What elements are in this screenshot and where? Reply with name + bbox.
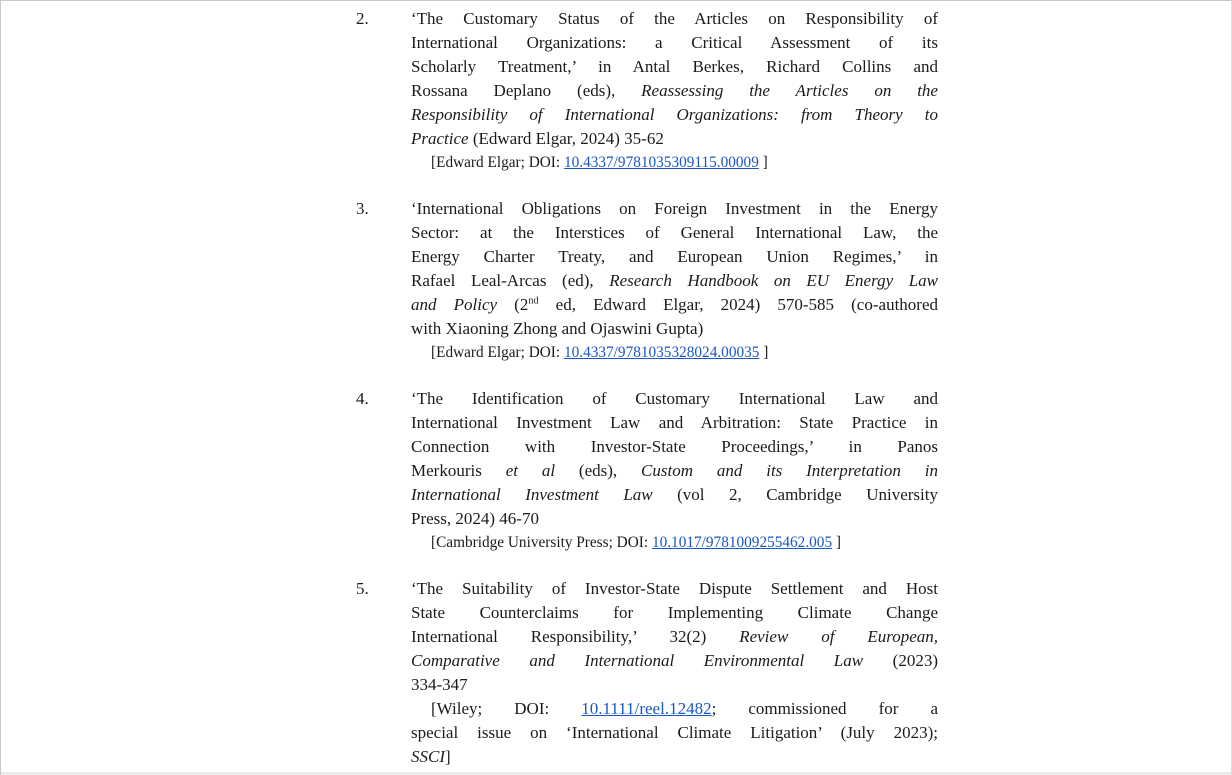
text-segment: and Policy	[411, 295, 498, 314]
text-line	[411, 697, 938, 721]
text-segment: (eds),	[555, 461, 642, 480]
text-line	[411, 151, 938, 175]
text-segment: ]	[832, 534, 842, 551]
text-segment: Energy Charter Treaty, and European Union Regimes,’ in	[411, 247, 938, 266]
text-segment: [Edward Elgar; DOI:	[431, 154, 564, 171]
text-segment: Custom and its Interpretation in	[641, 461, 938, 480]
text-segment: (vol 2, Cambridge University	[652, 485, 938, 504]
text-line	[411, 293, 938, 317]
text-line	[411, 79, 938, 103]
doi-link[interactable]: 10.4337/9781035328024.00035	[563, 344, 760, 361]
text-line	[411, 411, 938, 435]
text-segment: Scholarly Treatment,’ in Antal Berkes, Richard Collins and	[411, 57, 938, 76]
text-line	[411, 625, 938, 649]
text-segment: International Investment Law and Arbitration: State Practice in	[411, 413, 938, 432]
text-line	[411, 55, 938, 79]
text-segment: 334-347	[411, 675, 468, 694]
text-line	[411, 507, 938, 531]
text-line	[411, 435, 938, 459]
text-segment: Comparative and International Environmental Law	[411, 651, 864, 670]
doi-link[interactable]: 10.4337/9781035309115.00009	[563, 154, 759, 171]
text-segment: Practice	[411, 129, 469, 148]
text-line	[411, 721, 938, 745]
text-segment: ; commissioned for a	[711, 699, 938, 718]
text-segment: (Edward Elgar, 2024) 35-62	[468, 129, 664, 148]
text-line	[411, 7, 938, 31]
text-segment: Reassessing the Articles on the	[641, 81, 938, 100]
text-segment: Sector: at the Interstices of General International Law, the	[411, 223, 938, 242]
text-line	[411, 127, 938, 151]
text-segment: Rossana Deplano (eds),	[411, 81, 642, 100]
text-segment: ed, Edward Elgar, 2024) 570-585 (co-authored	[538, 295, 938, 314]
ordinal-superscript: nd	[528, 295, 539, 307]
publication-entry	[356, 387, 938, 555]
text-line	[411, 269, 938, 293]
entry-text	[411, 577, 938, 769]
text-line	[411, 103, 938, 127]
text-segment: International Organizations: a Critical Assessment of its	[411, 33, 938, 52]
entry-number: 5.	[356, 579, 369, 598]
text-line	[411, 31, 938, 55]
text-segment: International Investment Law	[411, 485, 653, 504]
text-segment: Press, 2024) 46-70	[411, 509, 539, 528]
entry-number: 2.	[356, 9, 369, 28]
text-line	[411, 459, 938, 483]
doi-link[interactable]: 10.1111/reel.12482	[581, 699, 712, 718]
text-line	[411, 745, 938, 769]
text-segment: ‘The Identification of Customary International Law and	[411, 389, 938, 408]
text-segment: International Responsibility,’ 32(2)	[411, 627, 740, 646]
text-segment: et al	[505, 461, 556, 480]
text-line	[411, 601, 938, 625]
text-segment: [Cambridge University Press; DOI:	[431, 534, 652, 551]
doi-link[interactable]: 10.1017/9781009255462.005	[651, 534, 833, 551]
text-segment: ]	[445, 747, 451, 766]
text-segment: Merkouris	[411, 461, 506, 480]
text-segment: with Xiaoning Zhong and Ojaswini Gupta)	[411, 319, 704, 338]
text-segment: Review of European,	[739, 627, 938, 646]
text-segment: Connection with Investor-State Proceedings,’ in Panos	[411, 437, 938, 456]
text-segment: ]	[759, 344, 769, 361]
text-segment: ‘International Obligations on Foreign Investment in the Energy	[411, 199, 938, 218]
text-segment: ‘The Suitability of Investor-State Dispute Settlement and Host	[411, 579, 938, 598]
text-segment: (2023)	[863, 651, 938, 670]
text-line	[411, 317, 938, 341]
text-segment: Research Handbook on EU Energy Law	[609, 271, 939, 290]
text-segment: Responsibility of International Organizations: from Theory to	[411, 105, 938, 124]
text-line	[411, 387, 938, 411]
text-line	[411, 341, 938, 365]
entry-text	[411, 387, 938, 555]
text-segment: ‘The Customary Status of the Articles on Responsibility of	[411, 9, 938, 28]
text-line	[411, 673, 938, 697]
text-line	[411, 483, 938, 507]
entry-text	[411, 7, 938, 175]
text-segment: [Edward Elgar; DOI:	[431, 344, 564, 361]
text-line	[411, 577, 938, 601]
entry-text	[411, 197, 938, 365]
text-segment: SSCI	[411, 747, 445, 766]
entry-number: 3.	[356, 199, 369, 218]
publication-list	[356, 7, 938, 769]
text-segment: special issue on ‘International Climate Litigation’ (July 2023);	[411, 723, 938, 742]
text-line	[411, 245, 938, 269]
text-segment: (2	[497, 295, 529, 314]
publication-entry	[356, 577, 938, 769]
text-line	[411, 197, 938, 221]
text-line	[411, 531, 938, 555]
publication-entry	[356, 197, 938, 365]
entry-number: 4.	[356, 389, 369, 408]
text-segment: [Wiley; DOI:	[431, 699, 582, 718]
text-line	[411, 221, 938, 245]
text-segment: Rafael Leal-Arcas (ed),	[411, 271, 610, 290]
text-segment: State Counterclaims for Implementing Climate Change	[411, 603, 938, 622]
text-segment: ]	[758, 154, 768, 171]
text-line	[411, 649, 938, 673]
publication-entry	[356, 7, 938, 175]
